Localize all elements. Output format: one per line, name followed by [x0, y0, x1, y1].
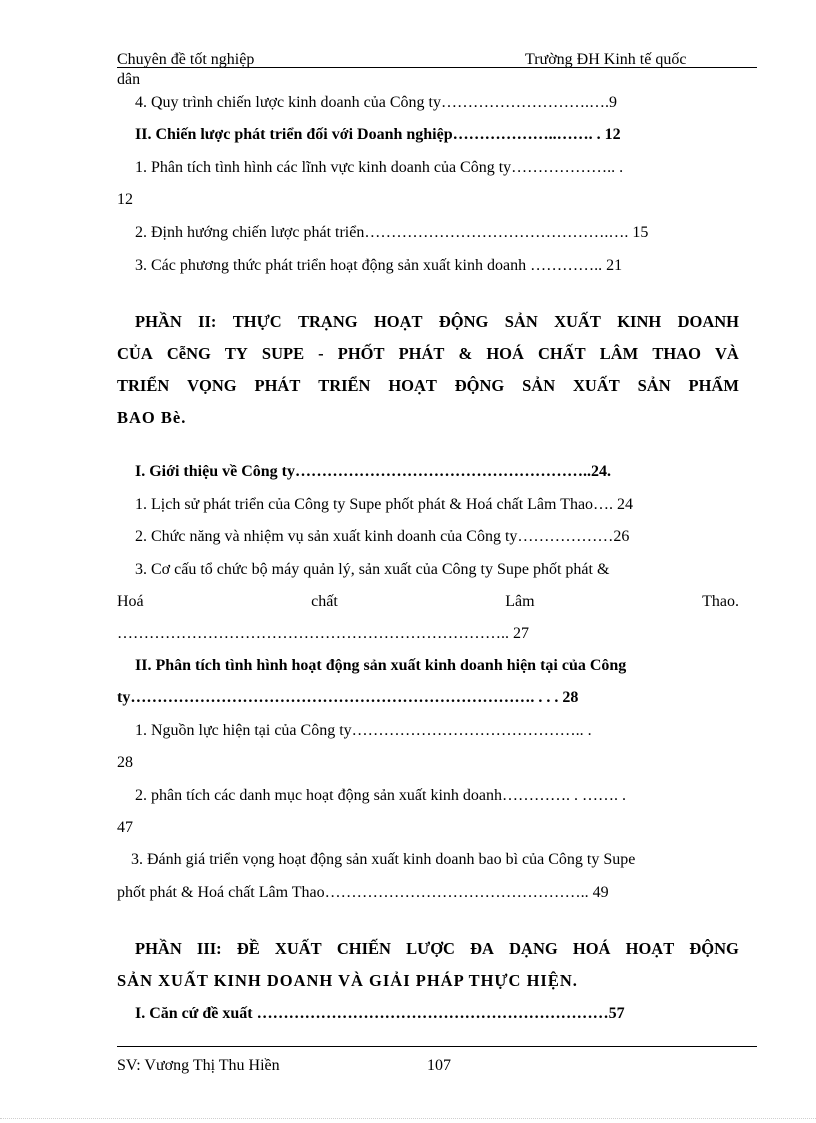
word: ĐỘNG: [689, 939, 739, 958]
word: HOẠT: [373, 312, 423, 331]
word: &: [458, 344, 473, 363]
word: SUPE: [261, 344, 305, 363]
word: XUẤT: [573, 376, 620, 395]
toc-entry: 2. phân tích các danh mục hoạt động sản xuất kinh doanh…………. . ……. .: [135, 787, 627, 804]
word: HOÁ: [486, 344, 524, 363]
header-continuation: dân: [117, 71, 141, 88]
word: PHÁT: [398, 344, 445, 363]
word: THAO: [652, 344, 701, 363]
word: -: [318, 344, 324, 363]
toc-entry: 3. Đánh giá triển vọng hoạt động sản xuất kinh doanh bao bì của Công ty Supe: [131, 851, 636, 868]
part-heading: BAO Bè.: [117, 408, 187, 427]
word: HOẠT: [625, 939, 675, 958]
word: Hoá: [117, 593, 144, 610]
word: ĐA: [470, 939, 494, 958]
word: Thao.: [702, 593, 739, 610]
toc-entry: 1. Nguồn lực hiện tại của Công ty…………………………………….. .: [135, 722, 592, 739]
word: chất: [311, 593, 338, 610]
word: CHIẾN: [336, 939, 391, 958]
word: CễNG: [166, 344, 211, 363]
word: SẢN: [504, 312, 538, 331]
toc-entry: 2. Chức năng và nhiệm vụ sản xuất kinh doanh của Công ty………………26: [135, 528, 630, 545]
toc-entry-page: 47: [117, 819, 133, 836]
word: KINH: [617, 312, 662, 331]
word: CHẤT: [538, 344, 586, 363]
toc-entry: 1. Lịch sử phát triển của Công ty Supe phốt phát & Hoá chất Lâm Thao…. 24: [135, 496, 634, 513]
word: ĐỘNG: [454, 376, 505, 395]
word: HOẠT: [388, 376, 437, 395]
word: ĐỀ: [236, 939, 260, 958]
word: SẢN: [522, 376, 556, 395]
toc-section-heading: I. Giới thiệu về Công ty………………………………………………..24.: [135, 463, 611, 480]
toc-entry: 1. Phân tích tình hình các lĩnh vực kinh doanh của Công ty……………….. .: [135, 159, 624, 176]
toc-section-heading: I. Căn cứ đề xuất …………………………………………………………57: [135, 1005, 625, 1022]
word: DẠNG: [509, 939, 558, 958]
toc-entry-page: ……………………………………………………………….. 27: [117, 625, 529, 642]
word: Lâm: [505, 593, 535, 610]
toc-entry: [117, 592, 739, 612]
toc-entry: 4. Quy trình chiến lược kinh doanh của Công ty……………………….….9: [135, 94, 617, 111]
part-heading: [135, 939, 739, 959]
part-heading: [117, 376, 739, 396]
toc-entry: 2. Định hướng chiến lược phát triển……………………………………….…. 15: [135, 224, 649, 241]
word: XUẤT: [274, 939, 322, 958]
toc-entry-page: 28: [117, 754, 133, 771]
student-name: SV: Vương Thị Thu Hiền: [117, 1057, 280, 1074]
part-heading: [117, 344, 739, 364]
word: LÂM: [599, 344, 639, 363]
word: PHẨM: [688, 376, 739, 395]
header-right: Trường ĐH Kinh tế quốc: [525, 51, 687, 68]
word: DOANH: [677, 312, 739, 331]
word: PHỐT: [337, 344, 385, 363]
toc-entry: 3. Cơ cấu tổ chức bộ máy quản lý, sản xuất của Công ty Supe phốt phát &: [135, 561, 610, 578]
word: XUẤT: [554, 312, 601, 331]
header-rule: [117, 67, 757, 68]
word: TRIỂN: [117, 376, 170, 395]
word: THỰC: [232, 312, 282, 331]
word: TRIỂN: [318, 376, 371, 395]
page-number: 107: [427, 1057, 451, 1074]
page-edge: [0, 1118, 816, 1119]
word: TRẠNG: [298, 312, 358, 331]
toc-entry: phốt phát & Hoá chất Lâm Thao………………………………………….. 49: [117, 884, 609, 901]
toc-section-heading: II. Chiến lược phát triển đối với Doanh nghiệp………………..……. . 12: [135, 126, 621, 143]
toc-section-heading: II. Phân tích tình hình hoạt động sản xuất kinh doanh hiện tại của Công: [135, 657, 627, 674]
word: SẢN: [637, 376, 671, 395]
word: TY: [224, 344, 248, 363]
word: HOÁ: [572, 939, 611, 958]
toc-entry: 3. Các phương thức phát triển hoạt động sản xuất kinh doanh ………….. 21: [135, 257, 623, 274]
header-left: Chuyên đề tốt nghiệp: [117, 51, 255, 68]
word: II:: [198, 312, 217, 331]
word: PHẦN: [135, 312, 182, 331]
word: CỦA: [117, 344, 153, 363]
word: PHÁT: [254, 376, 301, 395]
word: PHẦN: [135, 939, 182, 958]
word: VỌNG: [187, 376, 237, 395]
word: ĐỘNG: [438, 312, 489, 331]
word: LƯỢC: [406, 939, 455, 958]
part-heading: SẢN XUẤT KINH DOANH VÀ GIẢI PHÁP THỰC HIỆN.: [117, 971, 578, 990]
part-heading: [135, 312, 739, 332]
word: VÀ: [715, 344, 739, 363]
word: III:: [196, 939, 222, 958]
toc-entry-page: 12: [117, 191, 133, 208]
footer-rule: [117, 1046, 757, 1047]
toc-section-heading: ty…………………………………………………………………. . . . 28: [117, 689, 579, 706]
